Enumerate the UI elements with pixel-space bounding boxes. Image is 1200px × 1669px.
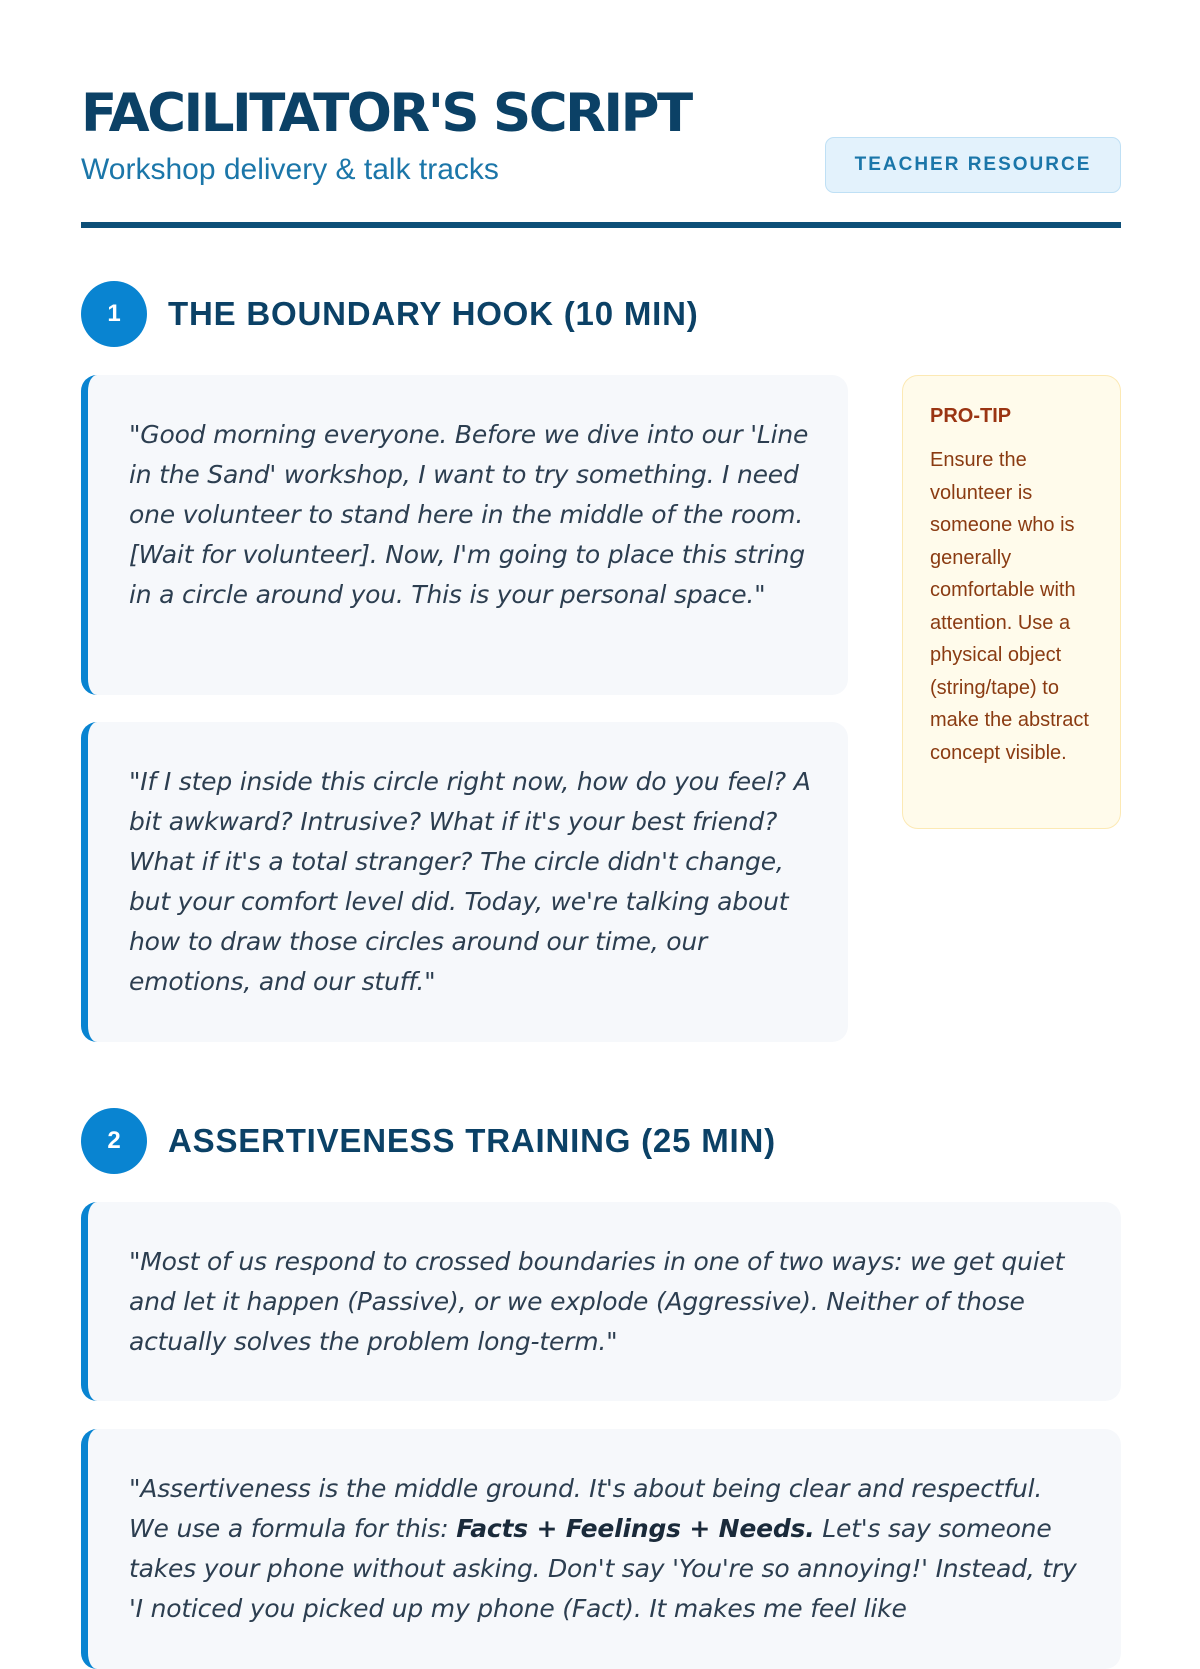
script-quote: "Most of us respond to crossed boundaries in one of two ways: we get quiet and let it happen (Passive), or we explode (Aggressive). Neither of those actually solves the problem long-term." [81,1202,1121,1401]
section-title: THE BOUNDARY HOOK (10 MIN) [168,295,699,332]
header-divider [81,222,1121,228]
formula-text: Facts + Feelings + Needs. [456,1514,815,1543]
section-number-badge: 2 [81,1108,147,1174]
pro-tip-label: PRO-TIP [930,405,1012,427]
quote-text-after: Let's say someone takes your phone without asking. Don't say 'You're so annoying!' Instead, try 'I noticed you picked up my phone (Fact). It makes me feel like [129,1514,1077,1623]
teacher-resource-badge: TEACHER RESOURCE [825,137,1121,193]
pro-tip-card [902,375,1121,829]
section-1-heading [81,280,1121,348]
page-title: FACILITATOR'S SCRIPT [81,83,691,144]
section-number-badge: 1 [81,281,147,347]
section-title: ASSERTIVENESS TRAINING (25 MIN) [168,1122,776,1159]
script-quote-formula [81,1429,1121,1669]
script-quote: "Good morning everyone. Before we dive into our 'Line in the Sand' workshop, I want to try something. I need one volunteer to stand here in the middle of the room. [Wait for volunteer]. Now, I'm going to place this string in a circle around you. This is your personal space." [81,375,848,695]
script-quote: "If I step inside this circle right now, how do you feel? A bit awkward? Intrusive? What if it's your best friend? What if it's a total stranger? The circle didn't change, but your comfort level did. Today, we're talking about how to draw those circles around our time, our emotions, and our stuff." [81,722,848,1042]
quote-text-before: "Assertiveness is the middle ground. It's about being clear and respectful. We use a formula for this: [129,1474,1043,1543]
page-header [81,82,1121,228]
section-2-heading [81,1107,1121,1175]
pro-tip-text: Ensure the volunteer is someone who is generally comfortable with attention. Use a physical object (string/tape) to make the abstract concept visible. [930,449,1089,764]
page-subtitle: Workshop delivery & talk tracks [81,153,499,186]
